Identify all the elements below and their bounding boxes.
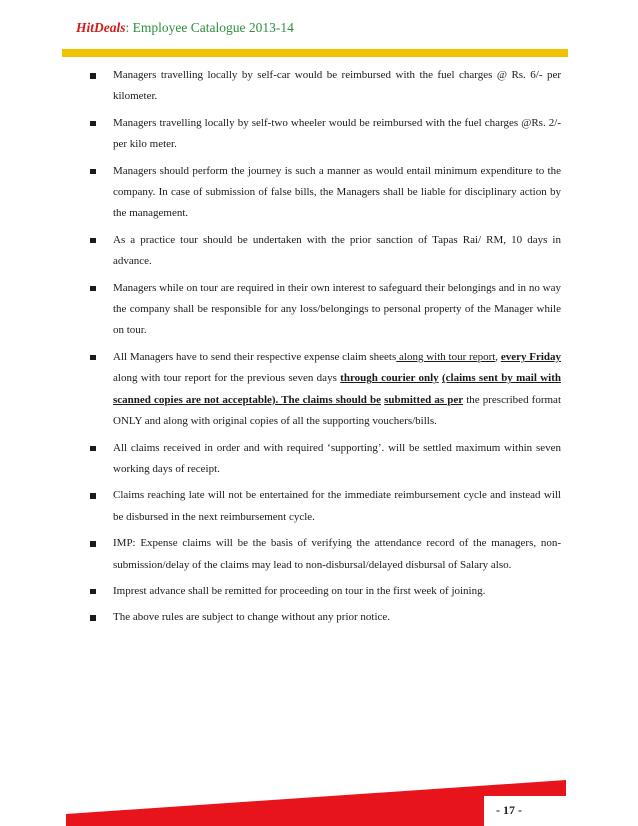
page-number: - 17 - <box>496 803 522 817</box>
rule-text-emphasis: every Friday <box>500 350 561 363</box>
rule-text: Imprest advance shall be remitted for proceeding on tour in the first week of joining. <box>113 584 486 597</box>
header-title: Employee Catalogue 2013-14 <box>132 20 294 35</box>
rule-text-emphasis: (claims sent by mail with scanned copies are not acceptable). The claims should be <box>113 372 561 406</box>
rule-text: All claims received in order and with required ‘supporting’. will be settled maximum within seven working days of receipt. <box>113 441 561 475</box>
rule-text-part: All Managers have to send their respective expense claim sheets <box>113 350 397 363</box>
rule-text-emphasis: submitted as per <box>384 393 464 406</box>
rule-text: As a practice tour should be undertaken with the prior sanction of Tapas Rai/ RM, 10 days in advance. <box>113 233 561 268</box>
header-separator: : <box>125 20 130 35</box>
rule-text-emphasis: through courier only <box>340 372 439 385</box>
rule-text: Managers travelling locally by self-car would be reimbursed with the fuel charges @ Rs. 6/- per kilometer. <box>113 69 561 103</box>
rule-text-underlined: along with tour report <box>396 350 496 363</box>
rule-text: Claims reaching late will not be entertained for the immediate reimbursement cycle and instead will be disbursed in the next reimbursement cycle. <box>113 489 561 523</box>
rule-text-part: along with tour report for the previous seven days <box>113 372 341 385</box>
rule-text-part: the prescribed format ONLY and along with original copies of all the supporting vouchers/bills. <box>113 393 561 428</box>
rule-text: Managers travelling locally by self-two wheeler would be reimbursed with the fuel charges @Rs. 2/- per kilo meter. <box>113 116 561 151</box>
brand-name: HitDeals <box>76 20 126 35</box>
rule-text: The above rules are subject to change without any prior notice. <box>113 611 391 624</box>
rule-text: Managers while on tour are required in their own interest to safeguard their belongings and in no way the company shall be responsible for any loss/belongings to personal property of the Manager while on tour. <box>113 281 561 337</box>
rule-text-part: , <box>495 350 501 363</box>
rule-text: IMP: Expense claims will be the basis of verifying the attendance record of the managers, non-submission/delay of the claims may lead to non-disbursal/delayed disbursal of Salary also. <box>113 537 561 571</box>
rule-text: Managers should perform the journey is such a manner as would entail minimum expenditure to the company. In case of submission of false bills, the Managers shall be liable for disciplinary action by the management. <box>113 164 561 220</box>
